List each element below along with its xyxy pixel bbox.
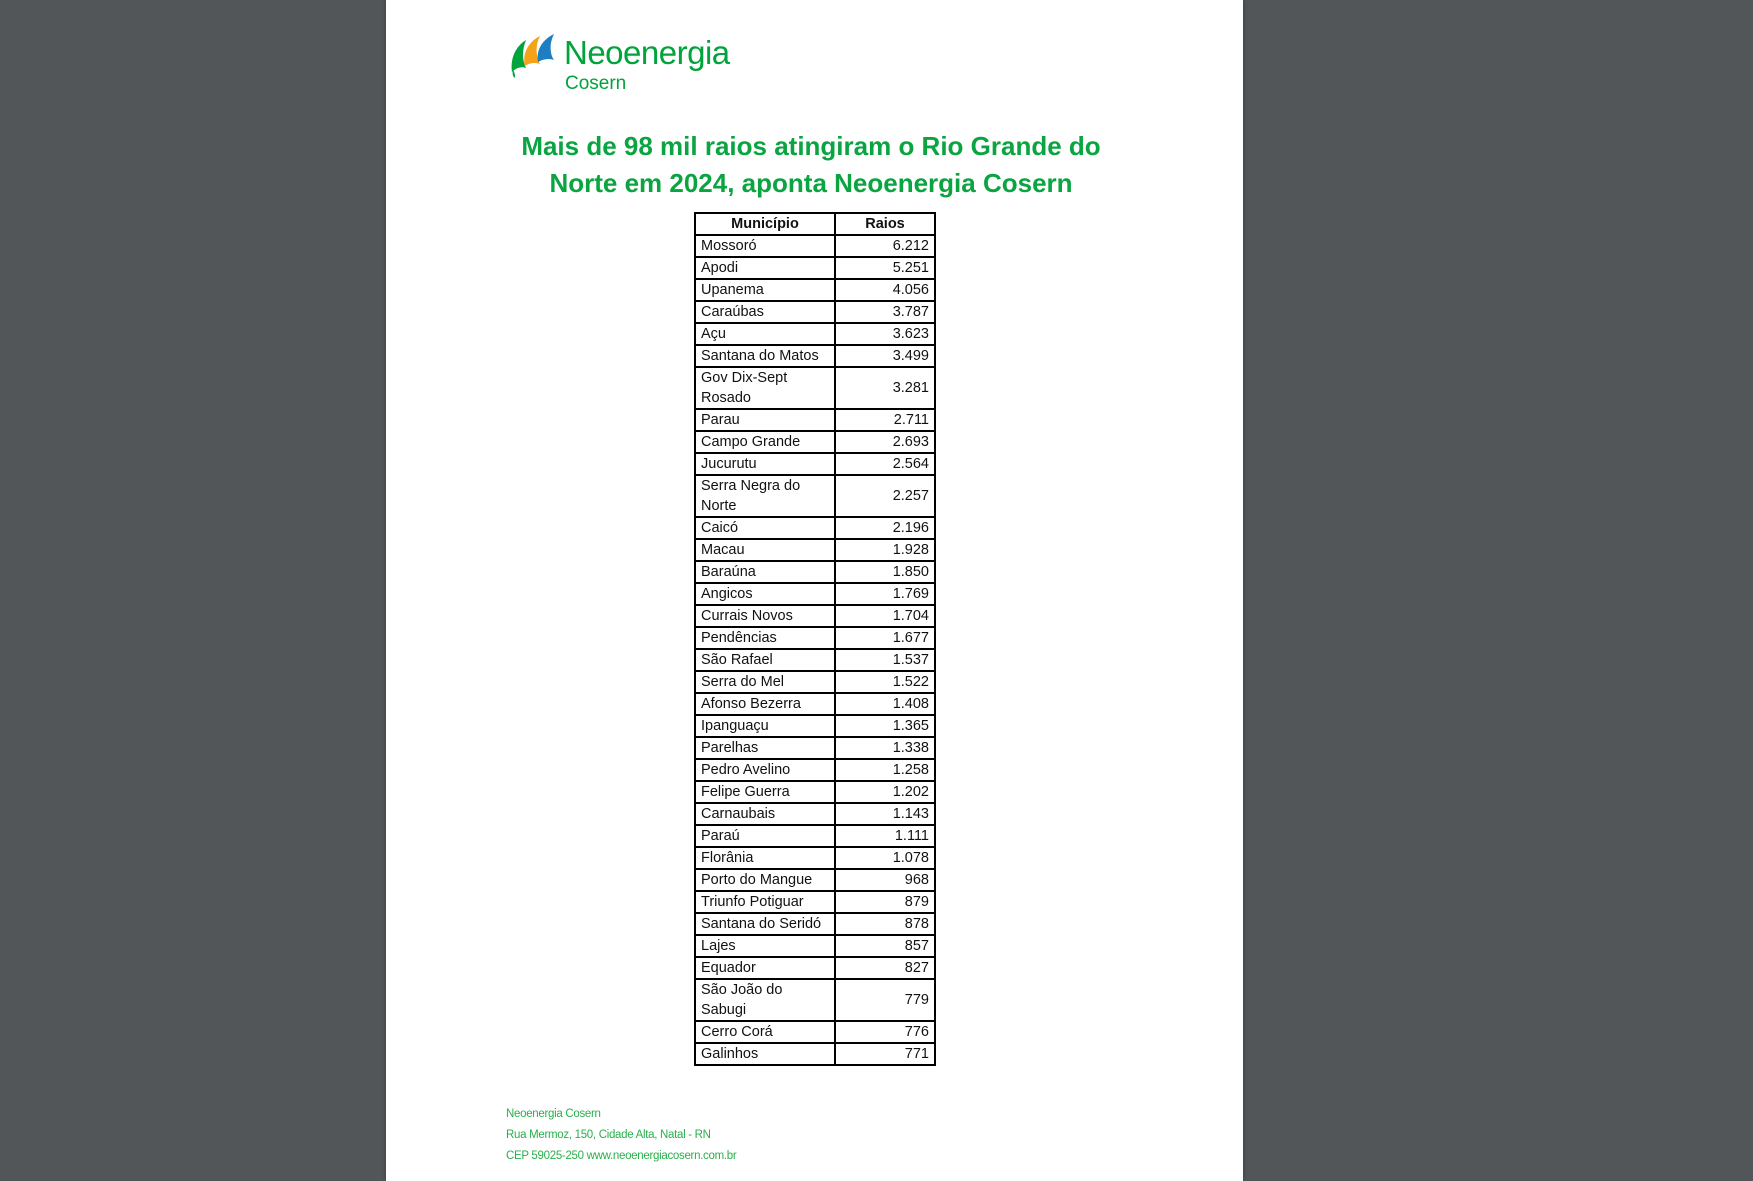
table-row <box>695 627 935 649</box>
cell-municipio: Parau <box>695 409 835 431</box>
cell-raios: 1.677 <box>835 627 935 649</box>
document-page <box>386 0 1243 1181</box>
cell-raios: 1.258 <box>835 759 935 781</box>
cell-municipio: Serra do Mel <box>695 671 835 693</box>
cell-raios: 1.537 <box>835 649 935 671</box>
cell-municipio: Ipanguaçu <box>695 715 835 737</box>
header-municipio: Município <box>695 213 835 235</box>
neoenergia-cosern-logo <box>508 30 738 98</box>
cell-municipio: Baraúna <box>695 561 835 583</box>
cell-municipio: Triunfo Potiguar <box>695 891 835 913</box>
table-row <box>695 279 935 301</box>
cell-raios: 3.623 <box>835 323 935 345</box>
cell-municipio: Jucurutu <box>695 453 835 475</box>
table-row <box>695 803 935 825</box>
table-row <box>695 605 935 627</box>
cell-municipio: Santana do Seridó <box>695 913 835 935</box>
cell-municipio: Caraúbas <box>695 301 835 323</box>
cell-raios: 1.202 <box>835 781 935 803</box>
cell-raios: 3.281 <box>835 367 935 409</box>
cell-raios: 1.078 <box>835 847 935 869</box>
table-row <box>695 367 935 409</box>
logo-name: Neoenergia <box>564 34 730 71</box>
cell-raios: 4.056 <box>835 279 935 301</box>
cell-municipio: São Rafael <box>695 649 835 671</box>
cell-municipio: Upanema <box>695 279 835 301</box>
footer-address: Rua Mermoz, 150, Cidade Alta, Natal - RN <box>506 1129 711 1141</box>
cell-raios: 878 <box>835 913 935 935</box>
cell-municipio: Apodi <box>695 257 835 279</box>
footer-company: Neoenergia Cosern <box>506 1108 601 1120</box>
table-row <box>695 913 935 935</box>
cell-raios: 1.928 <box>835 539 935 561</box>
cell-municipio: Equador <box>695 957 835 979</box>
table-row <box>695 671 935 693</box>
table-row <box>695 323 935 345</box>
cell-municipio: Florânia <box>695 847 835 869</box>
cell-raios: 2.196 <box>835 517 935 539</box>
cell-municipio: Campo Grande <box>695 431 835 453</box>
cell-municipio: Currais Novos <box>695 605 835 627</box>
table-row <box>695 957 935 979</box>
table-row <box>695 649 935 671</box>
table-row <box>695 583 935 605</box>
cell-municipio: Mossoró <box>695 235 835 257</box>
footer <box>506 1104 736 1167</box>
cell-raios: 1.143 <box>835 803 935 825</box>
table-row <box>695 517 935 539</box>
table-row <box>695 257 935 279</box>
cell-raios: 3.787 <box>835 301 935 323</box>
cell-municipio: Caicó <box>695 517 835 539</box>
table-row <box>695 979 935 1021</box>
cell-raios: 779 <box>835 979 935 1021</box>
table-row <box>695 781 935 803</box>
cell-raios: 857 <box>835 935 935 957</box>
neoenergia-leaves-icon <box>508 32 560 78</box>
table-row <box>695 847 935 869</box>
table-row <box>695 759 935 781</box>
cell-raios: 2.693 <box>835 431 935 453</box>
press-title <box>506 128 1116 202</box>
cell-raios: 1.408 <box>835 693 935 715</box>
cell-raios: 968 <box>835 869 935 891</box>
table-row <box>695 935 935 957</box>
cell-municipio: Angicos <box>695 583 835 605</box>
table-row <box>695 431 935 453</box>
cell-municipio: Carnaubais <box>695 803 835 825</box>
cell-raios: 1.704 <box>835 605 935 627</box>
cell-municipio: Cerro Corá <box>695 1021 835 1043</box>
table-row <box>695 345 935 367</box>
table-header-row <box>695 213 935 235</box>
table-row <box>695 825 935 847</box>
cell-municipio: Macau <box>695 539 835 561</box>
table-row <box>695 235 935 257</box>
cell-raios: 879 <box>835 891 935 913</box>
header-raios: Raios <box>835 213 935 235</box>
table-row <box>695 715 935 737</box>
lightning-table-container <box>694 212 936 1066</box>
table-row <box>695 737 935 759</box>
cell-municipio: São João do Sabugi <box>695 979 835 1021</box>
cell-municipio: Pedro Avelino <box>695 759 835 781</box>
cell-raios: 1.769 <box>835 583 935 605</box>
cell-municipio: Felipe Guerra <box>695 781 835 803</box>
cell-municipio: Porto do Mangue <box>695 869 835 891</box>
cell-municipio: Lajes <box>695 935 835 957</box>
cell-raios: 1.850 <box>835 561 935 583</box>
cell-municipio: Pendências <box>695 627 835 649</box>
table-row <box>695 693 935 715</box>
table-row <box>695 891 935 913</box>
cell-raios: 1.111 <box>835 825 935 847</box>
cell-raios: 2.257 <box>835 475 935 517</box>
cell-raios: 776 <box>835 1021 935 1043</box>
cell-raios: 2.564 <box>835 453 935 475</box>
table-row <box>695 453 935 475</box>
cell-municipio: Afonso Bezerra <box>695 693 835 715</box>
lightning-table <box>694 212 936 1066</box>
cell-municipio: Açu <box>695 323 835 345</box>
cell-municipio: Galinhos <box>695 1043 835 1065</box>
cell-municipio: Gov Dix-Sept Rosado <box>695 367 835 409</box>
title-line-1: Mais de 98 mil raios atingiram o Rio Grande do <box>521 131 1101 161</box>
cell-raios: 1.522 <box>835 671 935 693</box>
cell-municipio: Serra Negra do Norte <box>695 475 835 517</box>
cell-raios: 1.365 <box>835 715 935 737</box>
cell-raios: 2.711 <box>835 409 935 431</box>
cell-raios: 771 <box>835 1043 935 1065</box>
cell-raios: 1.338 <box>835 737 935 759</box>
footer-cep-website: CEP 59025-250 www.neoenergiacosern.com.br <box>506 1150 737 1162</box>
cell-raios: 5.251 <box>835 257 935 279</box>
table-row <box>695 1043 935 1065</box>
cell-municipio: Santana do Matos <box>695 345 835 367</box>
cell-raios: 3.499 <box>835 345 935 367</box>
table-row <box>695 561 935 583</box>
cell-raios: 6.212 <box>835 235 935 257</box>
cell-raios: 827 <box>835 957 935 979</box>
table-row <box>695 475 935 517</box>
table-row <box>695 539 935 561</box>
cell-municipio: Parelhas <box>695 737 835 759</box>
table-row <box>695 869 935 891</box>
table-row <box>695 409 935 431</box>
table-body <box>695 235 935 1065</box>
table-row <box>695 301 935 323</box>
table-row <box>695 1021 935 1043</box>
title-line-2: Norte em 2024, aponta Neoenergia Cosern <box>549 168 1073 198</box>
logo-subname: Cosern <box>565 73 627 94</box>
cell-municipio: Paraú <box>695 825 835 847</box>
